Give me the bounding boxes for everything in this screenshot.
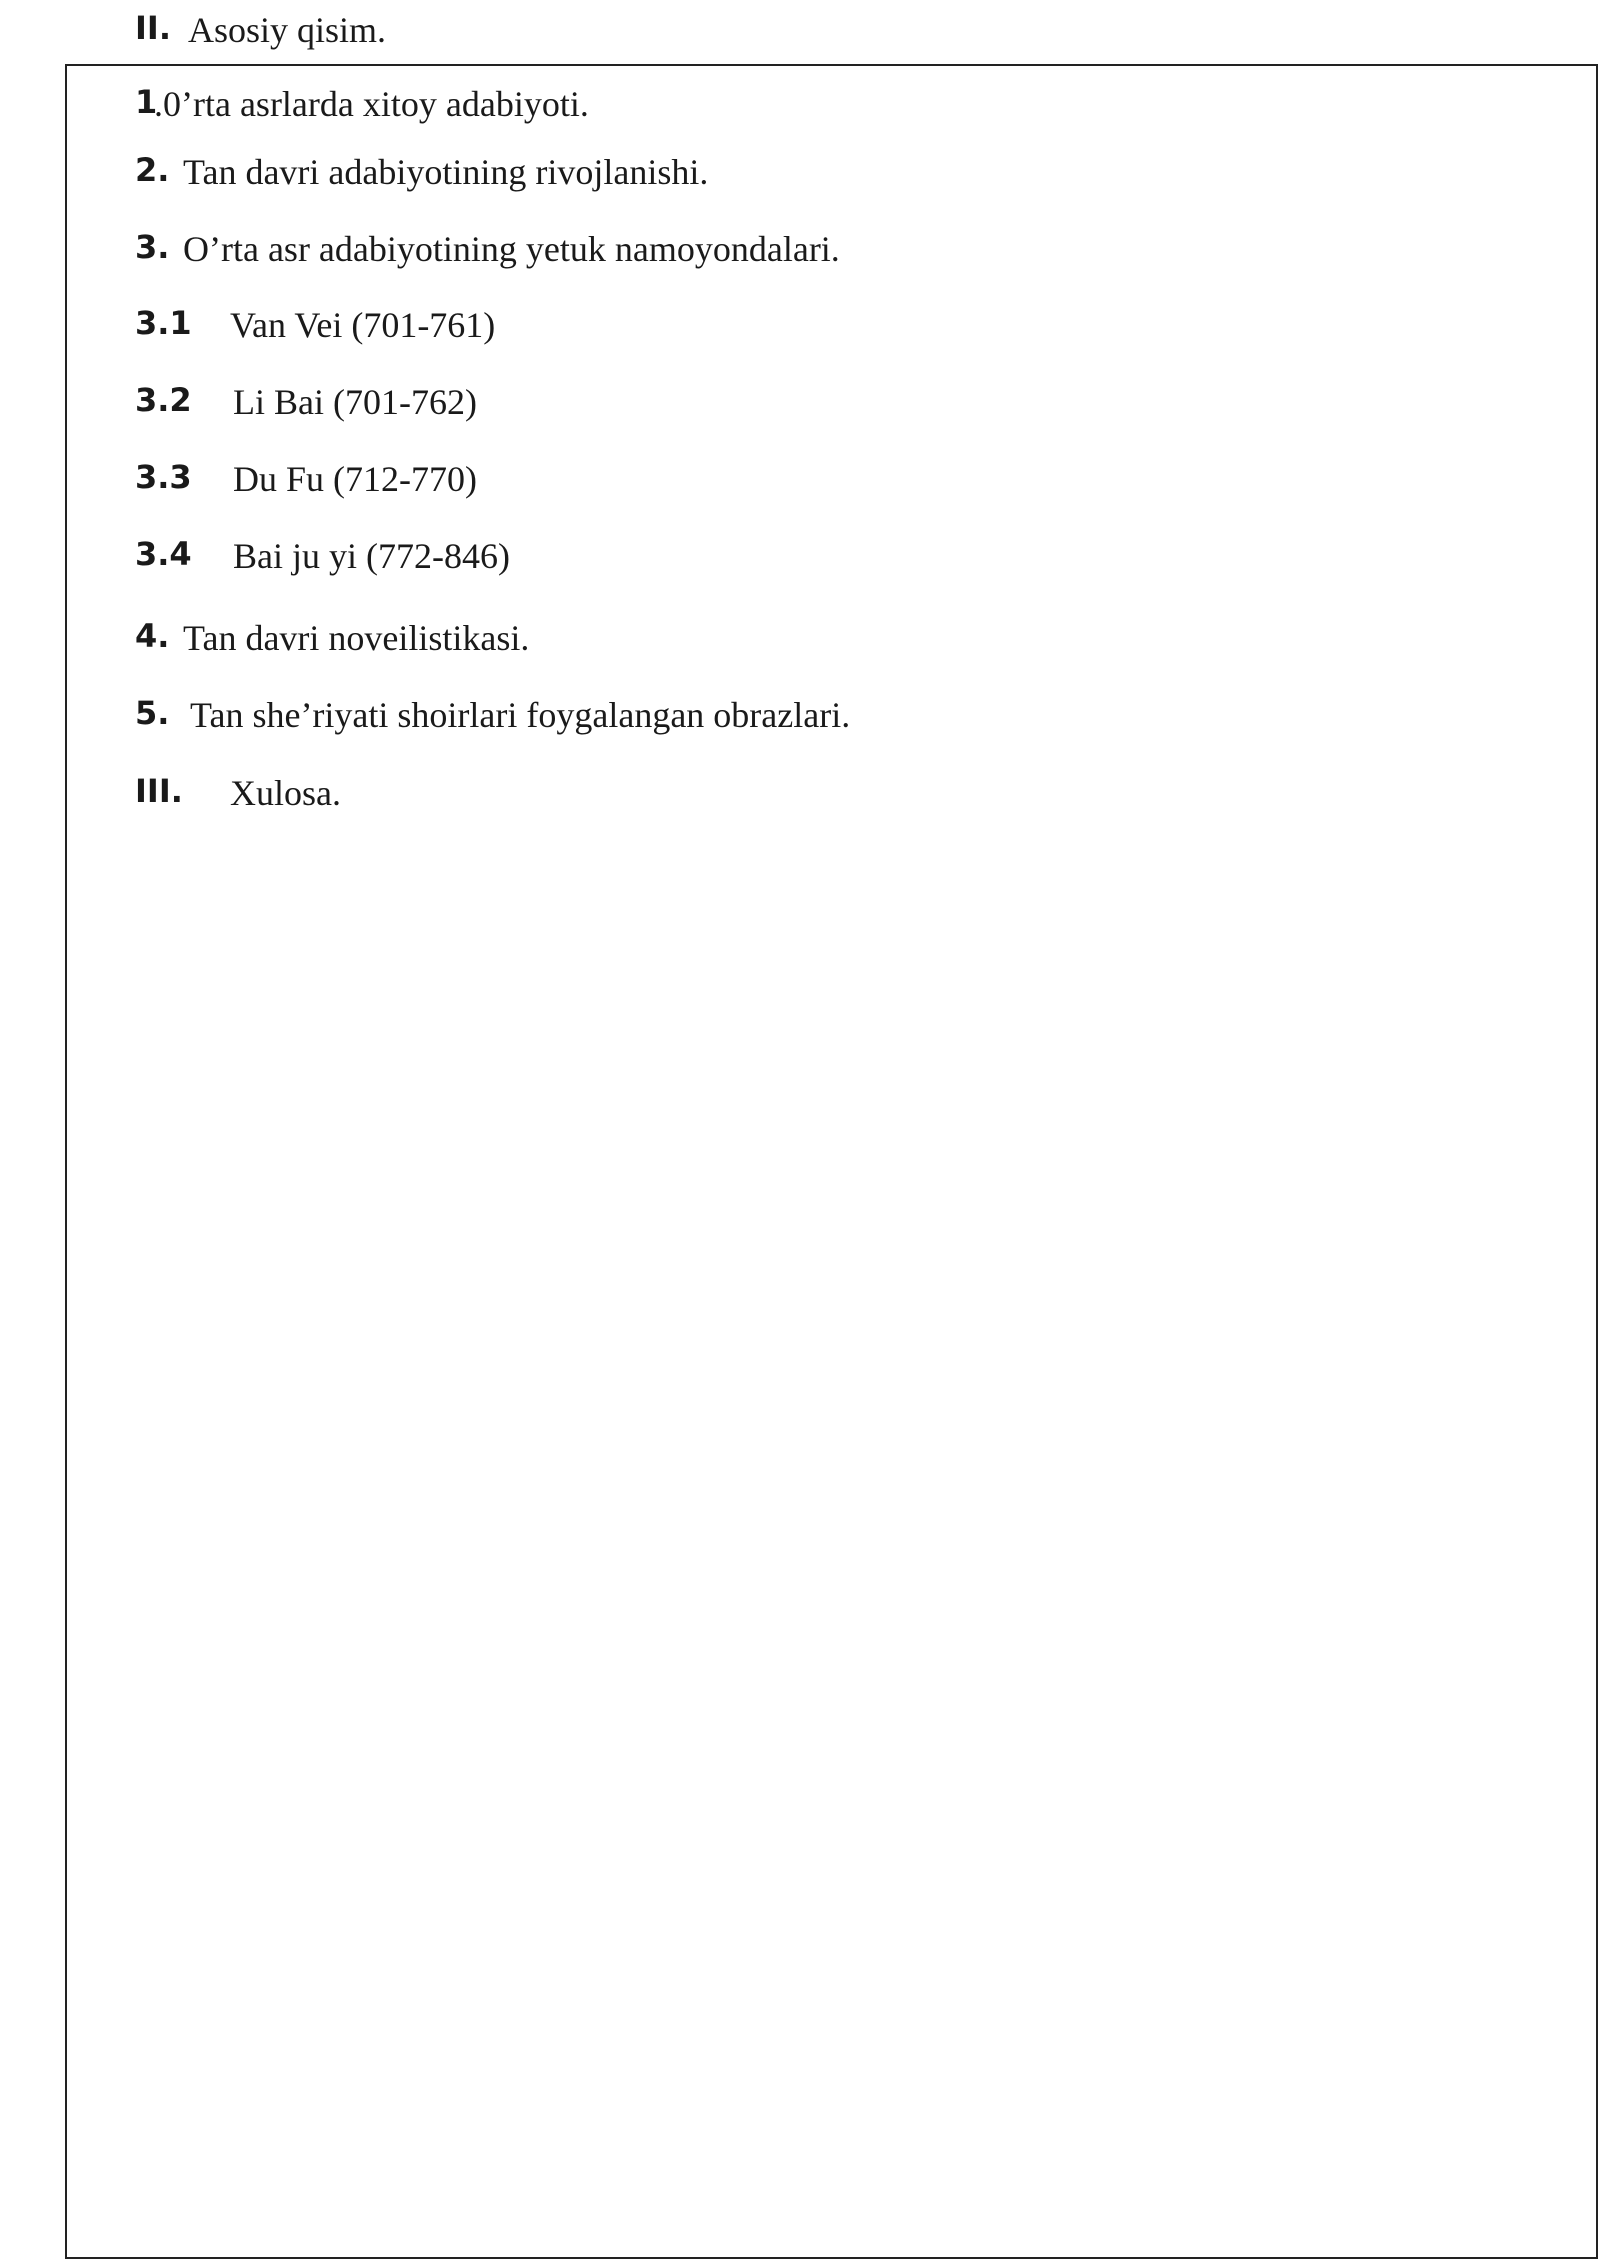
outline-item-text: Du Fu (712-770) (233, 459, 477, 499)
outline-item-text: Tan davri noveilistikasi. (183, 618, 530, 658)
outline-item-number: 4. (135, 617, 170, 655)
outline-item-number: 1 (135, 83, 158, 121)
outline-item-number: 2. (135, 151, 170, 189)
outline-item-text: .0’rta asrlarda xitoy adabiyoti. (154, 84, 589, 124)
outline-item-text: Tan she’riyati shoirlari foygalangan obrazlari. (190, 695, 851, 735)
outline-item-text: Bai ju yi (772-846) (233, 536, 510, 576)
outline-item-number: 3.1 (135, 304, 192, 342)
outline-item-text: O’rta asr adabiyotining yetuk namoyondalari. (183, 229, 840, 269)
outline-item-number: III. (135, 772, 183, 810)
outline-item-number: 5. (135, 694, 170, 732)
outline-item-number: 3.2 (135, 381, 192, 419)
outline-item-number: 3.3 (135, 458, 192, 496)
outline-item-text: Van Vei (701-761) (230, 305, 496, 345)
outline-item-number: 3.4 (135, 535, 192, 573)
outline-item-number: 3. (135, 228, 170, 266)
section-heading-text: Asosiy qisim. (188, 10, 387, 50)
outline-item-text: Xulosa. (230, 773, 341, 813)
section-heading-number: II. (135, 9, 171, 47)
outline-item-text: Li Bai (701-762) (233, 382, 477, 422)
outline-item-text: Tan davri adabiyotining rivojlanishi. (183, 152, 709, 192)
